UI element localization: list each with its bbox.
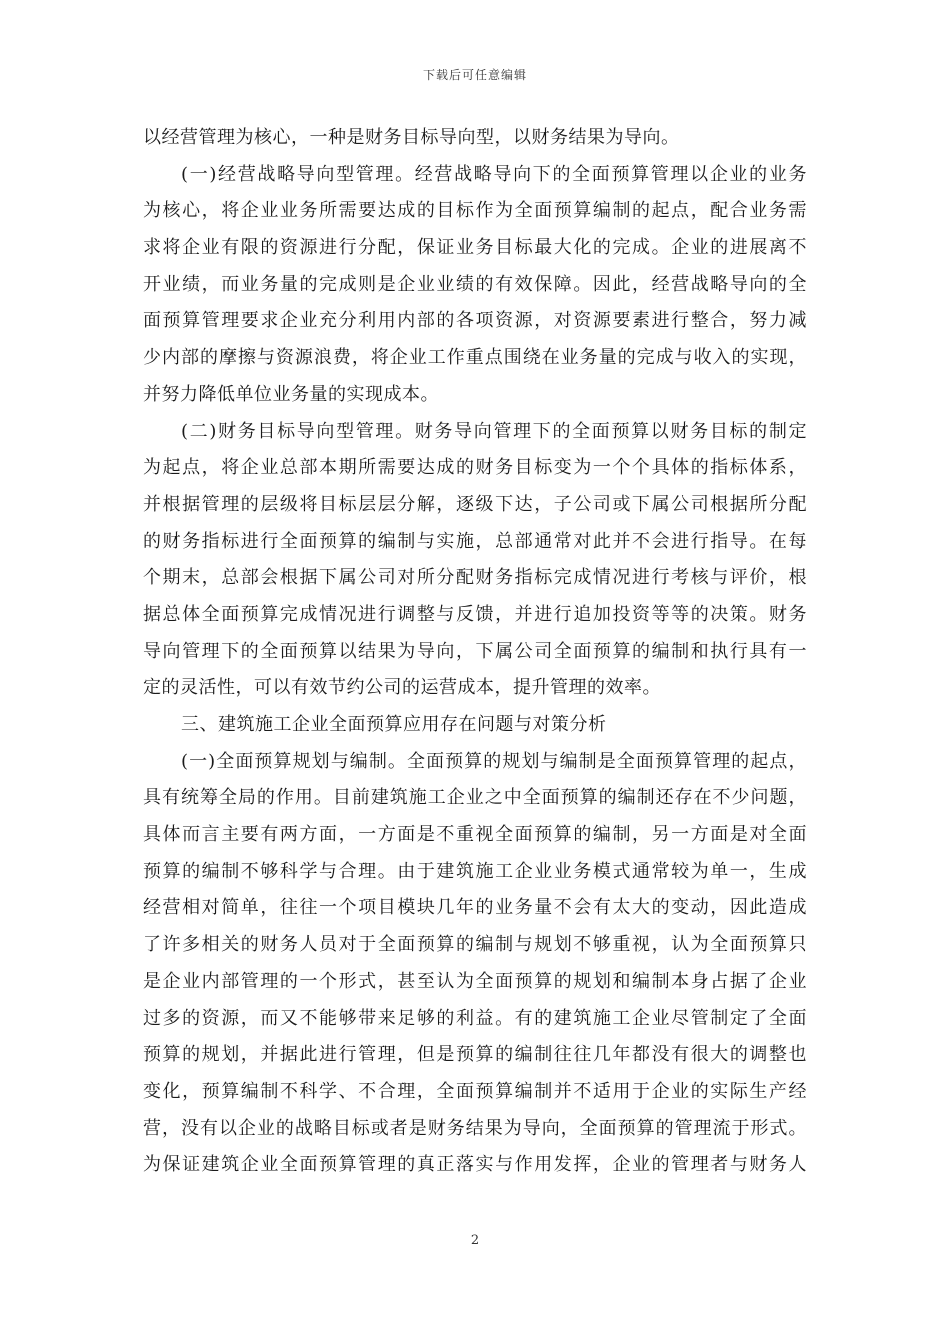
text-line: 了许多相关的财务人员对于全面预算的编制与规划不够重视，认为全面预算只: [143, 934, 807, 956]
text-line: 是企业内部管理的一个形式，甚至认为全面预算的规划和编制本身占据了企业: [143, 970, 807, 992]
text-line: 预算的编制不够科学与合理。由于建筑施工企业业务模式通常较为单一，生成: [143, 860, 807, 882]
document-body: [143, 120, 807, 1184]
text-line: 少内部的摩擦与资源浪费，将企业工作重点围绕在业务量的完成与收入的实现，: [143, 347, 807, 369]
text-line: 并努力降低单位业务量的实现成本。: [143, 383, 439, 405]
text-line: 经营相对简单，往往一个项目模块几年的业务量不会有太大的变动，因此造成: [143, 897, 807, 919]
text-line: (一)经营战略导向型管理。经营战略导向下的全面预算管理以企业的业务: [181, 163, 807, 185]
text-line: 为起点，将企业总部本期所需要达成的财务目标变为一个个具体的指标体系，: [143, 457, 807, 479]
text-line: 为核心，将企业业务所需要达成的目标作为全面预算编制的起点，配合业务需: [143, 200, 807, 222]
text-line: 为保证建筑企业全面预算管理的真正落实与作用发挥，企业的管理者与财务人: [143, 1154, 807, 1176]
text-line: 据总体全面预算完成情况进行调整与反馈，并进行追加投资等等的决策。财务: [143, 603, 807, 625]
text-line: 个期末，总部会根据下属公司对所分配财务指标完成情况进行考核与评价，根: [143, 567, 807, 589]
text-line: 过多的资源，而又不能够带来足够的利益。有的建筑施工企业尽管制定了全面: [143, 1007, 807, 1029]
text-line: (一)全面预算规划与编制。全面预算的规划与编制是全面预算管理的起点，: [181, 750, 807, 772]
text-line: 并根据管理的层级将目标层层分解，逐级下达，子公司或下属公司根据所分配: [143, 493, 807, 515]
text-line: 求将企业有限的资源进行分配，保证业务目标最大化的完成。企业的进展离不: [143, 237, 807, 259]
text-line: 面预算管理要求企业充分利用内部的各项资源，对资源要素进行整合，努力减: [143, 310, 807, 332]
text-line: 定的灵活性，可以有效节约公司的运营成本，提升管理的效率。: [143, 677, 661, 699]
text-line: 导向管理下的全面预算以结果为导向，下属公司全面预算的编制和执行具有一: [143, 640, 807, 662]
text-line: 营，没有以企业的战略目标或者是财务结果为导向，全面预算的管理流于形式。: [143, 1117, 807, 1139]
text-line: 变化，预算编制不科学、不合理，全面预算编制并不适用于企业的实际生产经: [143, 1080, 807, 1102]
page-header: 下载后可任意编辑: [422, 68, 527, 82]
text-line: 的财务指标进行全面预算的编制与实施，总部通常对此并不会进行指导。在每: [143, 530, 807, 552]
text-line: (二)财务目标导向型管理。财务导向管理下的全面预算以财务目标的制定: [181, 420, 807, 442]
text-line: 预算的规划，并据此进行管理，但是预算的编制往往几年都没有很大的调整也: [143, 1044, 807, 1066]
text-line: 开业绩，而业务量的完成则是企业业绩的有效保障。因此，经营战略导向的全: [143, 273, 807, 295]
text-line: 三、建筑施工企业全面预算应用存在问题与对策分析: [181, 714, 607, 735]
text-line: 以经营管理为核心，一种是财务目标导向型，以财务结果为导向。: [143, 127, 680, 148]
text-line: 具有统筹全局的作用。目前建筑施工企业之中全面预算的编制还存在不少问题，: [143, 787, 807, 809]
text-line: 具体而言主要有两方面，一方面是不重视全面预算的编制，另一方面是对全面: [143, 824, 807, 846]
page-number: 2: [470, 1233, 480, 1248]
